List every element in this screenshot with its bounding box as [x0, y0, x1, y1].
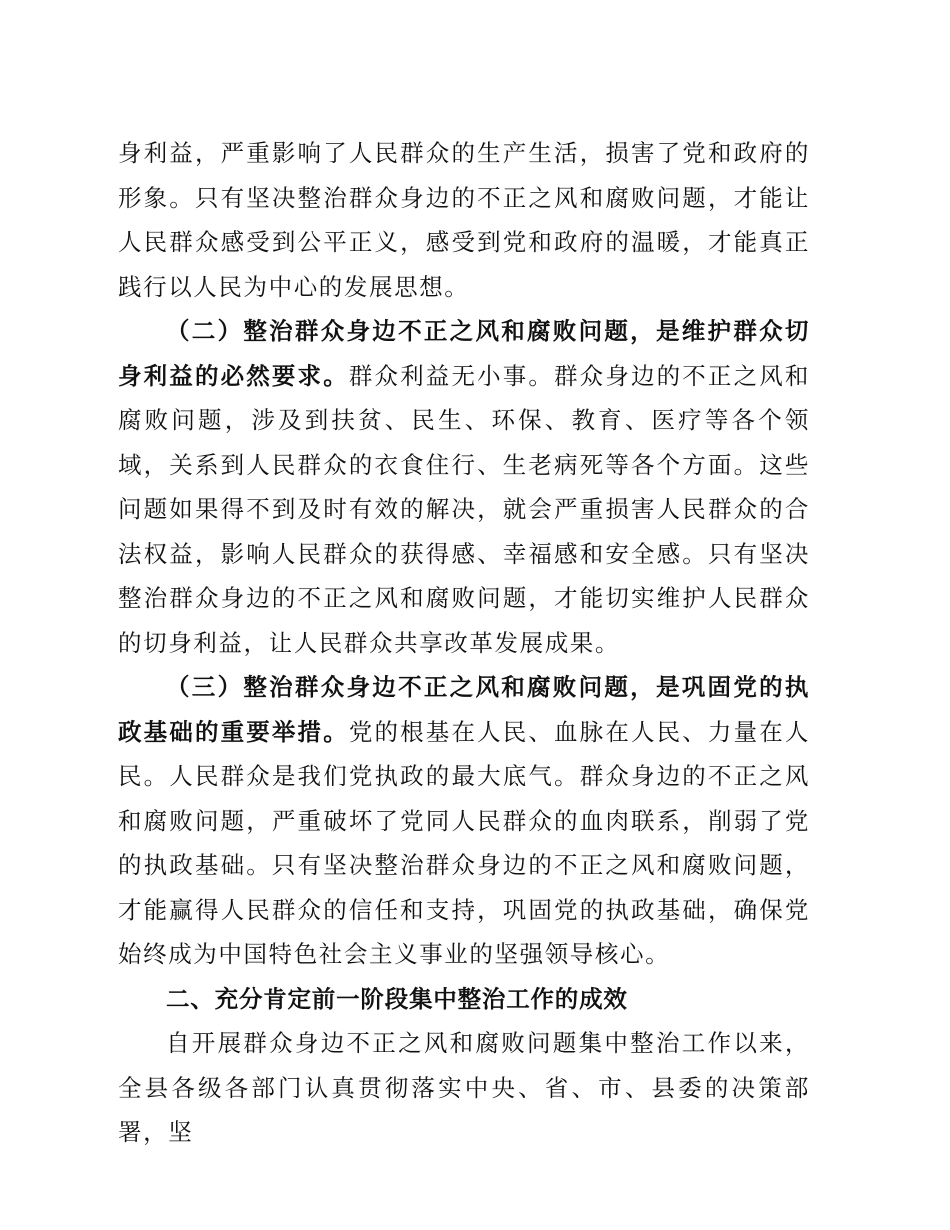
paragraph-lead-heading: （三）整治群众身边不正之风和腐败问题，是巩固党的执政基础的重要举措。: [118, 673, 810, 746]
document-body: [118, 131, 810, 1155]
paragraph-text: 群众利益无小事。群众身边的不正之风和腐败问题，涉及到扶贫、民生、环保、教育、医疗等各个领域，关系到人民群众的衣食住行、生老病死等各个方面。这些问题如果得不到及时有效的解决，就会严重损害人民群众的合法权益，影响人民群众的获得感、幸福感和安全感。只有坚决整治群众身边的不正之风和腐败问题，才能切实维护人民群众的切身利益，让人民群众共享改革发展成果。: [118, 361, 810, 657]
paragraph-lead-heading: （二）整治群众身边不正之风和腐败问题，是维护群众切身利益的必然要求。: [118, 317, 810, 390]
paragraph-text: 身利益，严重影响了人民群众的生产生活，损害了党和政府的形象。只有坚决整治群众身边的不正之风和腐败问题，才能让人民群众感受到公平正义，感受到党和政府的温暖，才能真正践行以人民为中心的发展思想。: [118, 139, 810, 301]
section-heading: 二、充分肯定前一阶段集中整治工作的成效: [166, 984, 628, 1013]
paragraph-section-2: [118, 309, 810, 665]
paragraph-text: 党的根基在人民、血脉在人民、力量在人民。人民群众是我们党执政的最大底气。群众身边的不正之风和腐败问题，严重破坏了党同人民群众的血肉联系，削弱了党的执政基础。只有坚决整治群众身边的不正之风和腐败问题，才能赢得人民群众的信任和支持，巩固党的执政基础，确保党始终成为中国特色社会主义事业的坚强领导核心。: [118, 717, 810, 968]
paragraph-continuation: [118, 131, 810, 309]
paragraph-text: 自开展群众身边不正之风和腐败问题集中整治工作以来，全县各级各部门认真贯彻落实中央、省、市、县委的决策部署，坚: [118, 1029, 810, 1146]
paragraph-section-3: [118, 665, 810, 977]
paragraph-closing: [118, 1021, 810, 1155]
